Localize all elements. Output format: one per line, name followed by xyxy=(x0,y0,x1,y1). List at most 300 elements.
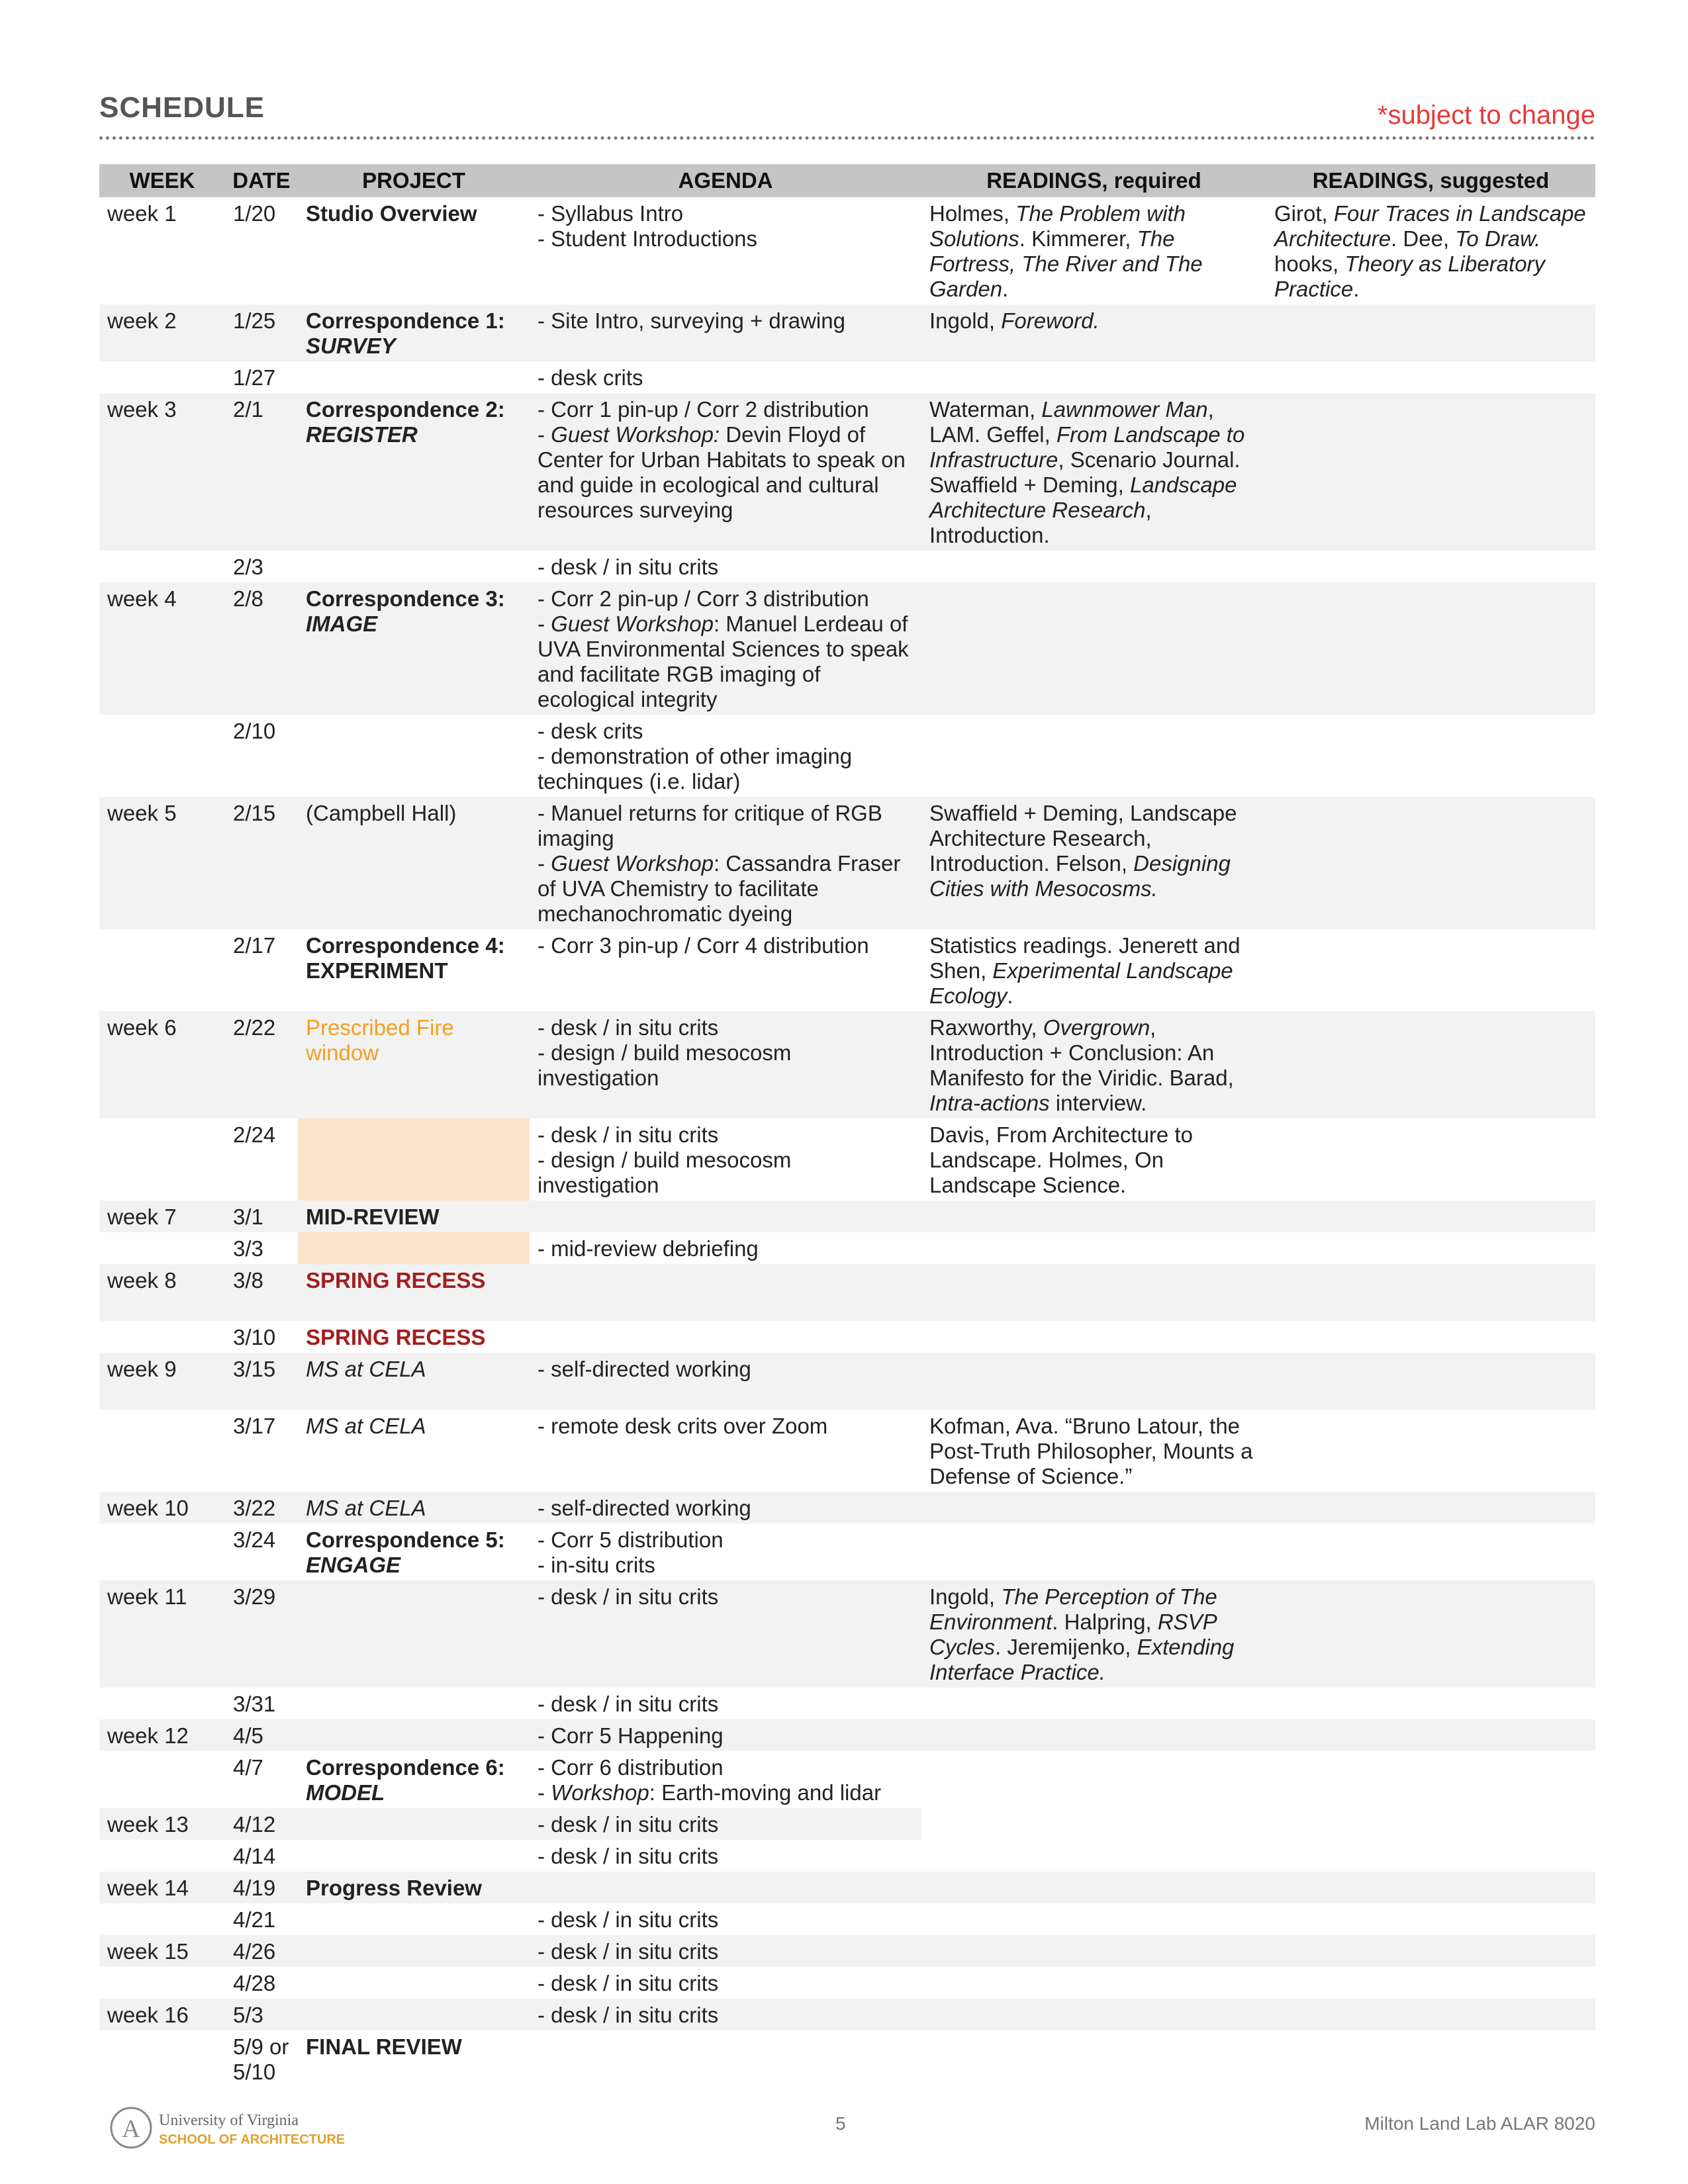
text-run: Correspondence 3: xyxy=(306,586,505,611)
table-row xyxy=(99,1967,1595,1999)
text-run: - design / build mesocosm investigation xyxy=(538,1148,792,1197)
cell-date: 4/28 xyxy=(233,1971,276,1995)
cell-date: 3/15 xyxy=(225,1353,298,1410)
cell-readings-required xyxy=(921,1967,1266,1999)
cell-date: 3/1 xyxy=(225,1201,298,1232)
cell-date: 2/17 xyxy=(233,933,276,958)
schedule-table xyxy=(99,164,1595,2087)
text-run: Raxworthy, xyxy=(929,1015,1043,1040)
cell-project xyxy=(298,1118,530,1201)
cell-project xyxy=(298,1872,530,1903)
cell-readings-required xyxy=(921,1201,1266,1232)
agenda-line xyxy=(538,586,914,612)
agenda-line xyxy=(538,226,914,251)
table-row xyxy=(99,1903,1595,1935)
cell-project xyxy=(298,1264,530,1321)
cell-project xyxy=(298,1410,530,1492)
agenda-line xyxy=(538,1584,914,1610)
dotted-divider xyxy=(99,136,1595,140)
agenda-line xyxy=(538,1236,914,1261)
table-row xyxy=(99,1719,1595,1751)
agenda-line xyxy=(538,1527,914,1553)
text-run: . xyxy=(1353,277,1360,301)
cell-project xyxy=(298,304,530,361)
table-row xyxy=(99,304,1595,361)
agenda-line xyxy=(538,1755,914,1780)
cell-project xyxy=(298,393,530,551)
text-run: - Syllabus Intro xyxy=(538,201,684,226)
agenda-line xyxy=(538,1971,914,1996)
cell-readings-suggested xyxy=(1266,1410,1595,1492)
table-row xyxy=(99,2030,1595,2087)
cell-week: week 7 xyxy=(99,1201,225,1232)
agenda-line xyxy=(538,1939,914,1964)
cell-readings-required xyxy=(921,715,1266,797)
text-run: - desk / in situ crits xyxy=(538,1122,719,1147)
cell-agenda xyxy=(530,551,921,582)
cell-date: 1/25 xyxy=(225,304,298,361)
text-run: Landscape Architecture Research xyxy=(929,473,1237,522)
cell-date: 2/8 xyxy=(225,582,298,715)
cell-agenda xyxy=(530,1524,921,1580)
cell-week xyxy=(99,929,225,1011)
cell-readings-suggested xyxy=(1266,1935,1595,1967)
cell-project xyxy=(298,1524,530,1580)
text-run: MS at CELA xyxy=(306,1357,426,1381)
text-run: - Manuel returns for critique of RGB imaging xyxy=(538,801,882,850)
agenda-line xyxy=(538,555,914,580)
cell-week: week 5 xyxy=(99,797,225,929)
text-run: The Problem with Solutions xyxy=(929,201,1186,251)
cell-agenda xyxy=(530,1808,921,1840)
cell-project xyxy=(298,797,530,929)
table-row xyxy=(99,582,1595,715)
table-row xyxy=(99,1751,1595,1808)
table-row xyxy=(99,1201,1595,1232)
table-row xyxy=(99,361,1595,393)
cell-agenda xyxy=(530,1201,921,1232)
text-run: MODEL xyxy=(306,1780,385,1805)
cell-readings-required xyxy=(921,551,1266,582)
cell-date: 2/24 xyxy=(233,1122,276,1147)
cell-agenda xyxy=(530,1118,921,1201)
text-run: - in-situ crits xyxy=(538,1553,655,1577)
text-run: - desk / in situ crits xyxy=(538,1907,719,1932)
agenda-line xyxy=(538,1122,914,1148)
text-run: - demonstration of other imaging techinques (i.e. lidar) xyxy=(538,744,853,794)
cell-agenda xyxy=(530,1011,921,1118)
table-row xyxy=(99,1011,1595,1118)
cell-readings-required xyxy=(921,929,1266,1011)
text-run: Holmes, xyxy=(929,201,1016,226)
text-run: ENGAGE xyxy=(306,1553,401,1577)
cell-date: 3/22 xyxy=(225,1492,298,1524)
cell-readings-suggested xyxy=(1266,1232,1595,1264)
text-run: - xyxy=(538,851,551,876)
cell-readings-suggested xyxy=(1266,1321,1595,1353)
agenda-line xyxy=(538,1780,914,1805)
text-run: Studio Overview xyxy=(306,201,477,226)
cell-date: 5/3 xyxy=(225,1999,298,2030)
cell-readings-required xyxy=(921,1840,1266,1872)
cell-readings-suggested xyxy=(1266,1580,1595,1688)
cell-week: week 15 xyxy=(99,1935,225,1967)
cell-project xyxy=(298,1011,530,1118)
cell-week xyxy=(99,1321,225,1353)
text-run: - desk / in situ crits xyxy=(538,1584,719,1609)
table-row xyxy=(99,1808,1595,1840)
text-run: - desk crits xyxy=(538,719,643,743)
agenda-line xyxy=(538,719,914,744)
text-run: Swaffield + Deming, Landscape Architecture Research, Introduction. Felson, xyxy=(929,801,1237,876)
cell-project xyxy=(298,1321,530,1353)
cell-project xyxy=(298,929,530,1011)
cell-week: week 11 xyxy=(99,1580,225,1688)
text-run: - Corr 5 distribution xyxy=(538,1527,724,1552)
cell-week xyxy=(99,2030,225,2087)
cell-readings-required xyxy=(921,2030,1266,2087)
table-row xyxy=(99,1232,1595,1264)
cell-agenda xyxy=(530,1840,921,1872)
text-run: . Dee, xyxy=(1391,226,1456,251)
cell-readings-suggested xyxy=(1266,2030,1595,2087)
cell-readings-suggested xyxy=(1266,797,1595,929)
cell-readings-suggested xyxy=(1266,1840,1595,1872)
cell-date: 3/17 xyxy=(233,1414,276,1438)
text-run: (Campbell Hall) xyxy=(306,801,457,825)
cell-readings-required xyxy=(921,1524,1266,1580)
cell-project xyxy=(298,1935,530,1967)
cell-date: 2/10 xyxy=(233,719,276,743)
cell-readings-required xyxy=(921,1410,1266,1492)
col-header-agenda: AGENDA xyxy=(530,164,921,197)
cell-agenda xyxy=(530,715,921,797)
text-run: - desk / in situ crits xyxy=(538,1692,719,1716)
cell-project xyxy=(298,1967,530,1999)
cell-agenda xyxy=(530,361,921,393)
text-run: - xyxy=(538,422,551,447)
col-header-readings-suggested: READINGS, suggested xyxy=(1266,164,1595,197)
text-run: - desk / in situ crits xyxy=(538,1844,719,1868)
table-row xyxy=(99,1353,1595,1410)
cell-readings-suggested xyxy=(1266,1353,1595,1410)
text-run: Davis, From Architecture to Landscape. Holmes, On Landscape Science. xyxy=(929,1122,1193,1197)
text-run: Correspondence 6: xyxy=(306,1755,505,1780)
agenda-line xyxy=(538,422,914,523)
table-row xyxy=(99,197,1595,304)
cell-readings-suggested xyxy=(1266,1999,1595,2030)
cell-week xyxy=(99,715,225,797)
cell-date: 3/10 xyxy=(233,1325,276,1349)
cell-readings-suggested xyxy=(1266,1011,1595,1118)
cell-readings-suggested xyxy=(1266,304,1595,361)
cell-project xyxy=(298,582,530,715)
text-run: - Corr 5 Happening xyxy=(538,1723,724,1748)
cell-date: 4/5 xyxy=(225,1719,298,1751)
agenda-line xyxy=(538,365,914,390)
text-run: RSVP Cycles xyxy=(929,1610,1217,1659)
agenda-line xyxy=(538,1148,914,1198)
col-header-week: WEEK xyxy=(99,164,225,197)
cell-readings-suggested xyxy=(1266,1808,1595,1840)
cell-agenda xyxy=(530,1872,921,1903)
text-run: Theory as Liberatory Practice xyxy=(1274,251,1546,301)
cell-date: 4/14 xyxy=(233,1844,276,1868)
cell-readings-required xyxy=(921,1492,1266,1524)
cell-readings-suggested xyxy=(1266,1688,1595,1719)
text-run: - Corr 3 pin-up / Corr 4 distribution xyxy=(538,933,869,958)
agenda-line xyxy=(538,201,914,226)
text-run: . Halpring, xyxy=(1052,1610,1158,1634)
text-run: Correspondence 5: xyxy=(306,1527,505,1552)
cell-project xyxy=(298,197,530,304)
cell-agenda xyxy=(530,1999,921,2030)
cell-week xyxy=(99,1118,225,1201)
cell-readings-suggested xyxy=(1266,1524,1595,1580)
text-run: - Corr 2 pin-up / Corr 3 distribution xyxy=(538,586,869,611)
text-run: Kofman, Ava. “Bruno Latour, the Post-Truth Philosopher, Mounts a Defense of Science.” xyxy=(929,1414,1253,1488)
cell-week: week 12 xyxy=(99,1719,225,1751)
cell-week xyxy=(99,1232,225,1264)
text-run: Waterman, xyxy=(929,397,1042,422)
cell-week xyxy=(99,1751,225,1808)
cell-week: week 8 xyxy=(99,1264,225,1321)
cell-readings-suggested xyxy=(1266,929,1595,1011)
agenda-line xyxy=(538,308,914,334)
text-run: - mid-review debriefing xyxy=(538,1236,759,1261)
logo-school-text: SCHOOL OF ARCHITECTURE xyxy=(159,2132,346,2147)
cell-readings-required xyxy=(921,1580,1266,1688)
text-run: Prescribed Fire window xyxy=(306,1015,454,1065)
cell-date: 3/31 xyxy=(233,1692,276,1716)
cell-week: week 3 xyxy=(99,393,225,551)
cell-readings-required xyxy=(921,1903,1266,1935)
cell-project xyxy=(298,1719,530,1751)
text-run: SPRING RECESS xyxy=(306,1325,486,1349)
text-run: - design / build mesocosm investigation xyxy=(538,1040,792,1090)
text-run: SPRING RECESS xyxy=(306,1268,486,1293)
cell-date: 4/26 xyxy=(225,1935,298,1967)
text-run: - remote desk crits over Zoom xyxy=(538,1414,828,1438)
cell-date: 3/29 xyxy=(225,1580,298,1688)
text-run: From Landscape to Infrastructure xyxy=(929,422,1245,472)
cell-agenda xyxy=(530,1935,921,1967)
cell-date: 4/7 xyxy=(233,1755,263,1780)
agenda-line xyxy=(538,1553,914,1578)
cell-date: 4/21 xyxy=(233,1907,276,1932)
text-run: - Student Introductions xyxy=(538,226,758,251)
text-run: - desk crits xyxy=(538,365,643,390)
text-run: , LAM. Geffel, xyxy=(929,397,1214,447)
cell-week: week 9 xyxy=(99,1353,225,1410)
text-run: - self-directed working xyxy=(538,1357,751,1381)
cell-agenda xyxy=(530,1688,921,1719)
text-run: : Cassandra Fraser of UVA Chemistry to facilitate mechanochromatic dyeing xyxy=(538,851,901,926)
cell-agenda xyxy=(530,1353,921,1410)
cell-week: week 13 xyxy=(99,1808,225,1840)
text-run: REGISTER xyxy=(306,422,418,447)
cell-readings-suggested xyxy=(1266,1201,1595,1232)
text-run: - xyxy=(538,1780,551,1805)
table-row xyxy=(99,393,1595,551)
svg-text:A: A xyxy=(122,2115,140,2143)
text-run: Intra-actions xyxy=(929,1091,1050,1115)
agenda-line xyxy=(538,1907,914,1933)
agenda-line xyxy=(538,1357,914,1382)
table-row xyxy=(99,797,1595,929)
table-row xyxy=(99,1264,1595,1321)
text-run: Extending Interface Practice. xyxy=(929,1635,1235,1684)
text-run: - xyxy=(538,612,551,636)
table-row xyxy=(99,1410,1595,1492)
cell-week xyxy=(99,1410,225,1492)
agenda-line xyxy=(538,851,914,927)
table-row xyxy=(99,1840,1595,1872)
text-run: , Scenario Journal. Swaffield + Deming, xyxy=(929,447,1241,497)
table-row xyxy=(99,1688,1595,1719)
cell-readings-required xyxy=(921,582,1266,715)
table-row xyxy=(99,929,1595,1011)
cell-readings-required xyxy=(921,1321,1266,1353)
cell-date: 3/24 xyxy=(233,1527,276,1552)
cell-date: 2/22 xyxy=(225,1011,298,1118)
agenda-line xyxy=(538,1496,914,1521)
table-row xyxy=(99,1321,1595,1353)
cell-week xyxy=(99,1524,225,1580)
cell-readings-required xyxy=(921,1808,1266,1840)
text-run: interview. xyxy=(1049,1091,1147,1115)
cell-week: week 10 xyxy=(99,1492,225,1524)
cell-agenda xyxy=(530,1967,921,1999)
text-run: Devin Floyd of Center for Urban Habitats to speak on and guide in ecological and cultural resources surveying xyxy=(538,422,906,522)
cell-project xyxy=(298,1201,530,1232)
agenda-line xyxy=(538,1414,914,1439)
text-run: EXPERIMENT xyxy=(306,958,448,983)
cell-date: 5/9 or 5/10 xyxy=(233,2034,289,2084)
uva-logo xyxy=(106,2101,437,2154)
cell-readings-suggested xyxy=(1266,1903,1595,1935)
cell-readings-suggested xyxy=(1266,1751,1595,1808)
col-header-date: DATE xyxy=(225,164,298,197)
text-run: MS at CELA xyxy=(306,1496,426,1520)
text-run: MS at CELA xyxy=(306,1414,426,1438)
table-row xyxy=(99,551,1595,582)
table-row xyxy=(99,1492,1595,1524)
course-label: Milton Land Lab ALAR 8020 xyxy=(1364,2113,1595,2134)
text-run: . xyxy=(1007,983,1013,1008)
cell-agenda xyxy=(530,797,921,929)
cell-readings-suggested xyxy=(1266,715,1595,797)
cell-agenda xyxy=(530,1719,921,1751)
cell-readings-required xyxy=(921,304,1266,361)
schedule-body xyxy=(99,197,1595,2087)
cell-readings-suggested xyxy=(1266,1967,1595,1999)
cell-readings-required xyxy=(921,1264,1266,1321)
text-run: - desk / in situ crits xyxy=(538,2003,719,2027)
cell-date: 2/1 xyxy=(225,393,298,551)
agenda-line xyxy=(538,1040,914,1091)
agenda-line xyxy=(538,933,914,958)
cell-agenda xyxy=(530,1264,921,1321)
text-run: To Draw. xyxy=(1455,226,1541,251)
agenda-line xyxy=(538,1812,914,1837)
text-run: Correspondence 2: xyxy=(306,397,505,422)
agenda-line xyxy=(538,2003,914,2028)
cell-readings-required xyxy=(921,1232,1266,1264)
text-run: FINAL REVIEW xyxy=(306,2034,462,2059)
table-row xyxy=(99,715,1595,797)
text-run: Four Traces in Landscape Architecture xyxy=(1274,201,1586,251)
cell-week: week 4 xyxy=(99,582,225,715)
cell-readings-required xyxy=(921,1719,1266,1751)
text-run: Correspondence 1: xyxy=(306,308,505,333)
cell-project xyxy=(298,715,530,797)
cell-agenda xyxy=(530,304,921,361)
cell-readings-required xyxy=(921,1688,1266,1719)
agenda-line xyxy=(538,1723,914,1749)
text-run: . Kimmerer, xyxy=(1019,226,1137,251)
agenda-line xyxy=(538,1844,914,1869)
col-header-readings-required: READINGS, required xyxy=(921,164,1266,197)
cell-week: week 6 xyxy=(99,1011,225,1118)
text-run: Guest Workshop xyxy=(551,851,714,876)
cell-readings-suggested xyxy=(1266,361,1595,393)
agenda-line xyxy=(538,1015,914,1040)
text-run: IMAGE xyxy=(306,612,378,636)
agenda-line xyxy=(538,744,914,794)
cell-project xyxy=(298,1353,530,1410)
text-run: SURVEY xyxy=(306,334,396,358)
cell-week: week 16 xyxy=(99,1999,225,2030)
cell-week xyxy=(99,1967,225,1999)
cell-agenda xyxy=(530,929,921,1011)
cell-readings-required xyxy=(921,1011,1266,1118)
cell-project xyxy=(298,1808,530,1840)
text-run: Foreword. xyxy=(1001,308,1100,333)
text-run: Guest Workshop xyxy=(551,612,714,636)
cell-project xyxy=(298,1751,530,1808)
cell-readings-required xyxy=(921,1353,1266,1410)
table-row xyxy=(99,1872,1595,1903)
cell-readings-required xyxy=(921,197,1266,304)
text-run: - desk / in situ crits xyxy=(538,1812,719,1837)
cell-readings-required xyxy=(921,1751,1266,1808)
cell-week xyxy=(99,1688,225,1719)
agenda-line xyxy=(538,612,914,712)
text-run: - desk / in situ crits xyxy=(538,555,719,579)
text-run: Workshop xyxy=(551,1780,649,1805)
subject-to-change-note: *subject to change xyxy=(1377,101,1595,130)
text-run: Guest Workshop: xyxy=(551,422,720,447)
cell-readings-suggested xyxy=(1266,393,1595,551)
text-run: Ingold, xyxy=(929,1584,1002,1609)
cell-week xyxy=(99,361,225,393)
cell-project xyxy=(298,1840,530,1872)
cell-date: 2/3 xyxy=(233,555,263,579)
table-header-row xyxy=(99,164,1595,197)
cell-readings-suggested xyxy=(1266,1118,1595,1201)
text-run: , Introduction + Conclusion: An Manifesto for the Viridic. Barad, xyxy=(929,1015,1234,1090)
text-run: - self-directed working xyxy=(538,1496,751,1520)
cell-date: 4/12 xyxy=(225,1808,298,1840)
text-run: MID-REVIEW xyxy=(306,1205,440,1229)
text-run: Ingold, xyxy=(929,308,1002,333)
table-row xyxy=(99,1999,1595,2030)
text-run: Experimental Landscape Ecology xyxy=(929,958,1233,1008)
text-run: Correspondence 4: xyxy=(306,933,505,958)
cell-date: 3/3 xyxy=(233,1236,263,1261)
col-header-project: PROJECT xyxy=(298,164,530,197)
